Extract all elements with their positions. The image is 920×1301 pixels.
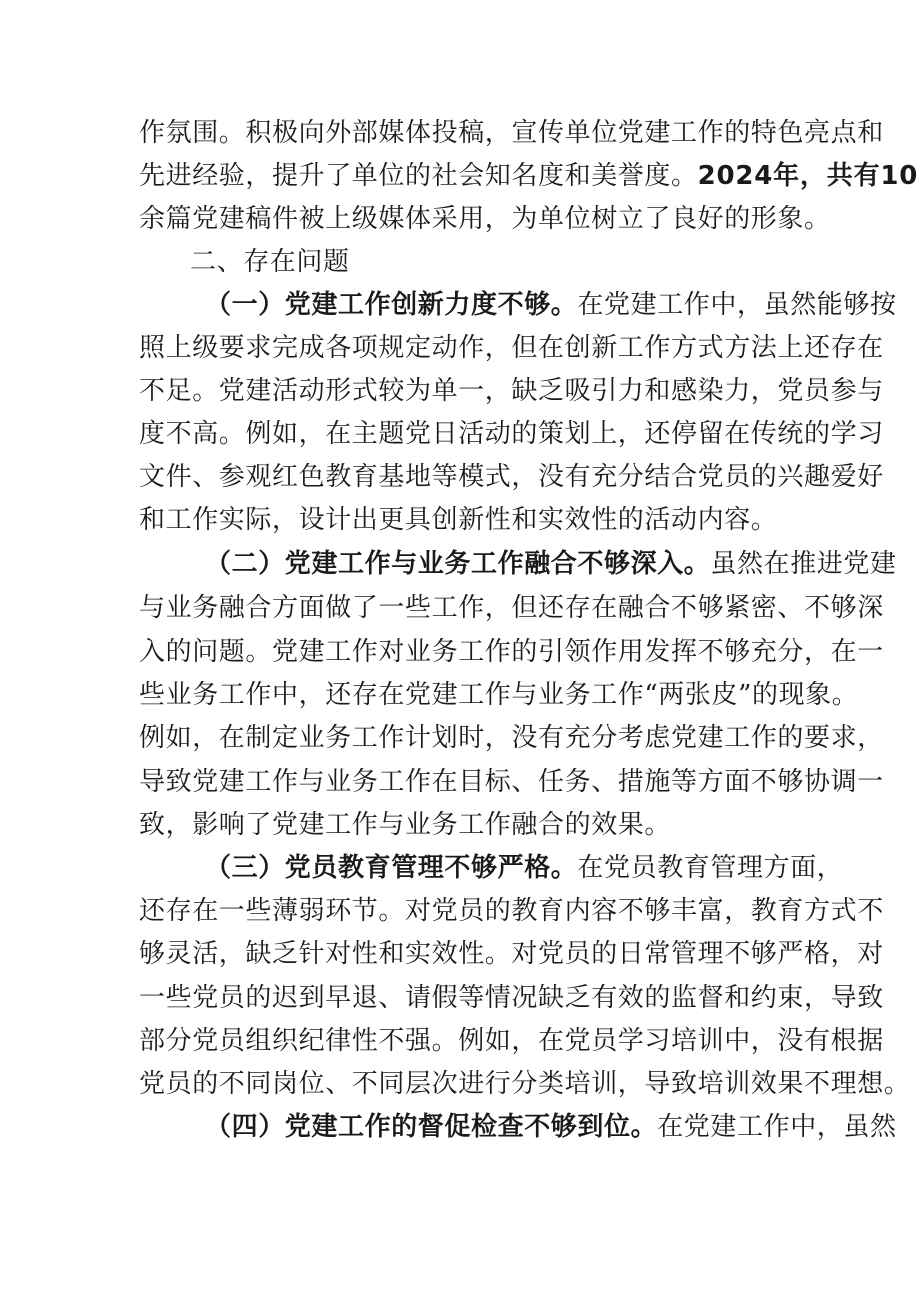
item-2-title: （二）党建工作与业务工作融合不够深入。: [205, 549, 711, 579]
item-3-first-line-rest: 在党员教育管理方面，: [577, 853, 844, 883]
item-3-first-line: [205, 851, 843, 885]
intro-line-2: [139, 159, 918, 193]
item-1-first-line: [205, 288, 897, 322]
section-heading: 二、存在问题: [190, 247, 350, 277]
item-2-line: 例如，在制定业务工作计划时，没有充分考虑党建工作的要求，: [139, 723, 884, 753]
item-1-line: 和工作实际，设计出更具创新性和实效性的活动内容。: [139, 505, 778, 535]
item-1-line: 度不高。例如，在主题党日活动的策划上，还停留在传统的学习: [139, 419, 884, 449]
item-3-line: 一些党员的迟到早退、请假等情况缺乏有效的监督和约束，导致: [139, 983, 884, 1013]
item-1-first-line-rest: 在党建工作中，虽然能够按: [577, 290, 897, 320]
item-1-line: 文件、参观红色教育基地等模式，没有充分结合党员的兴趣爱好: [139, 462, 884, 492]
item-1-title: （一）党建工作创新力度不够。: [205, 290, 578, 320]
item-2-line: 入的问题。党建工作对业务工作的引领作用发挥不够充分，在一: [139, 637, 884, 667]
intro-bold-fragment: 2024年，共有10: [697, 161, 919, 191]
item-1-line: 不足。党建活动形式较为单一，缺乏吸引力和感染力，党员参与: [139, 376, 884, 406]
item-3-line: 部分党员组织纪律性不强。例如，在党员学习培训中，没有根据: [139, 1026, 884, 1056]
item-2-line: 些业务工作中，还存在党建工作与业务工作“两张皮”的现象。: [139, 680, 859, 710]
intro-line-2-text: 先进经验，提升了单位的社会知名度和美誉度。: [139, 161, 698, 191]
item-2-line: 致，影响了党建工作与业务工作融合的效果。: [139, 810, 672, 840]
intro-line-1: 作氛围。积极向外部媒体投稿，宣传单位党建工作的特色亮点和: [139, 118, 884, 148]
item-4-title: （四）党建工作的督促检查不够到位。: [205, 1112, 658, 1142]
item-4-first-line-rest: 在党建工作中，虽然: [657, 1112, 897, 1142]
item-2-line: 导致党建工作与业务工作在目标、任务、措施等方面不够协调一: [139, 767, 884, 797]
item-2-line: 与业务融合方面做了一些工作，但还存在融合不够紧密、不够深: [139, 593, 884, 623]
item-3-line: 党员的不同岗位、不同层次进行分类培训，导致培训效果不理想。: [139, 1069, 911, 1099]
item-1-line: 照上级要求完成各项规定动作，但在创新工作方式方法上还存在: [139, 333, 884, 363]
item-2-first-line: [205, 547, 897, 581]
item-2-first-line-rest: 虽然在推进党建: [710, 549, 897, 579]
item-3-line: 够灵活，缺乏针对性和实效性。对党员的日常管理不够严格，对: [139, 939, 884, 969]
item-3-title: （三）党员教育管理不够严格。: [205, 853, 578, 883]
item-4-first-line: [205, 1110, 897, 1144]
item-3-line: 还存在一些薄弱环节。对党员的教育内容不够丰富，教育方式不: [139, 896, 884, 926]
intro-line-3: 余篇党建稿件被上级媒体采用，为单位树立了良好的形象。: [139, 204, 831, 234]
